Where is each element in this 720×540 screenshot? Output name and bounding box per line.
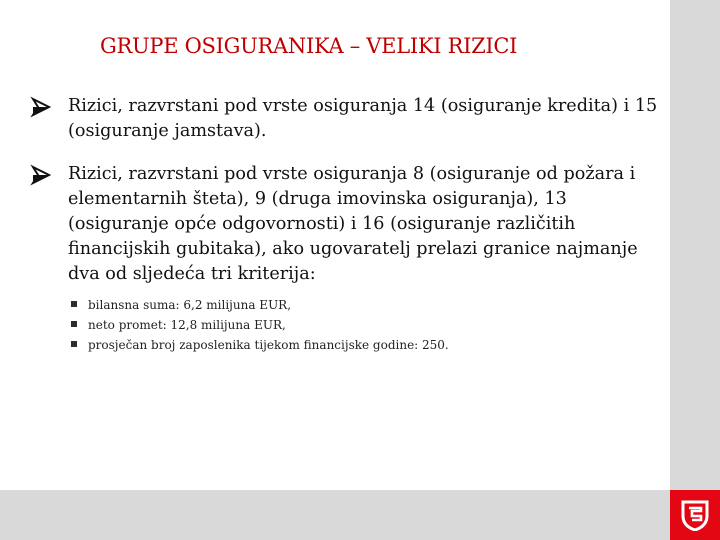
sub-bullet-text: neto promet: 12,8 milijuna EUR, <box>88 318 286 332</box>
bullet-item-1 <box>30 94 662 144</box>
square-bullet-icon <box>71 321 77 327</box>
bullet-item-2 <box>30 162 662 355</box>
arrow-bullet-icon <box>30 96 52 118</box>
bullet-text: Rizici, razvrstani pod vrste osiguranja 8 (osiguranje od požara i elementarnih šteta), 9 (druga imovinska osiguranja), 13 (osiguranje opće odgovornosti) i 16 (osiguranje različitih financijskih gubitaka), ako ugovaratelj prelazi granice najmanje dva od sljedeća tri kriterija: <box>68 164 638 284</box>
arrow-bullet-icon <box>30 164 52 186</box>
sub-bullet-item <box>68 295 662 315</box>
slide-title: GRUPE OSIGURANIKA – VELIKI RIZICI <box>100 34 518 58</box>
square-bullet-icon <box>71 301 77 307</box>
sub-bullet-list <box>68 295 662 355</box>
bullet-list <box>30 94 662 373</box>
sub-bullet-item <box>68 335 662 355</box>
logo-box <box>670 490 720 540</box>
bottom-bar <box>0 490 670 540</box>
sub-bullet-text: bilansna suma: 6,2 milijuna EUR, <box>88 298 292 312</box>
sub-bullet-item <box>68 315 662 335</box>
sub-bullet-text: prosječan broj zaposlenika tijekom financijske godine: 250. <box>88 338 449 352</box>
square-bullet-icon <box>71 341 77 347</box>
bullet-text: Rizici, razvrstani pod vrste osiguranja 14 (osiguranje kredita) i 15 (osiguranje jamstava). <box>68 96 658 141</box>
right-side-bar <box>670 0 720 490</box>
logo-icon <box>679 499 711 531</box>
